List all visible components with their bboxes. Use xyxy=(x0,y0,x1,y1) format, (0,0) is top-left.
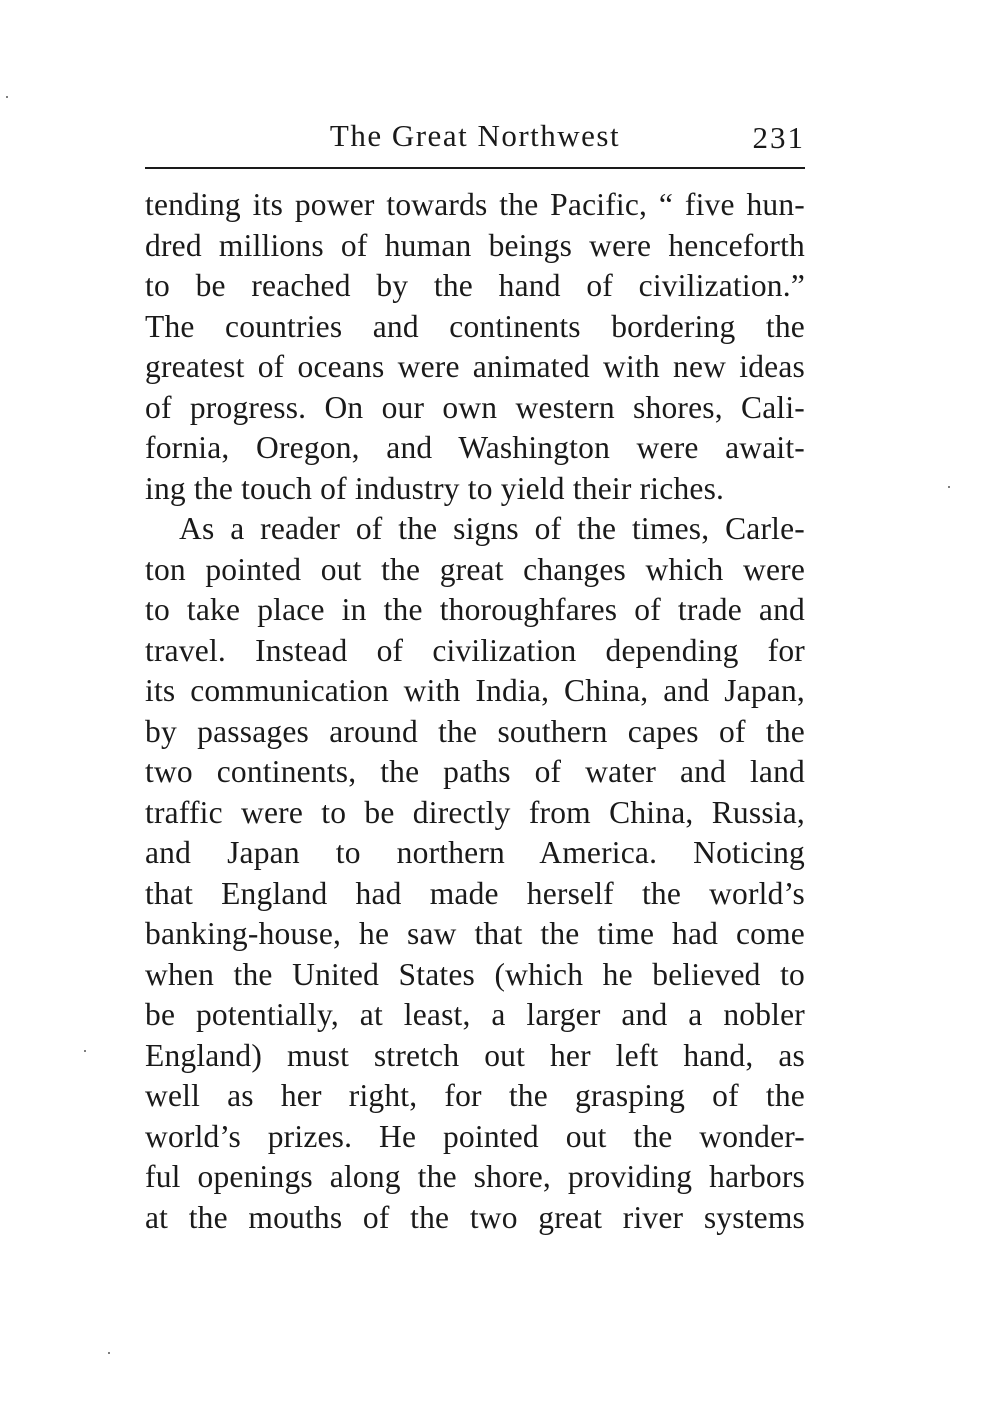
header-rule xyxy=(145,167,805,169)
scan-speck xyxy=(6,96,8,98)
text-line: to take place in the thoroughfares of trade and xyxy=(145,592,805,627)
text-line: fornia, Oregon, and Washington were await- xyxy=(145,430,805,465)
text-line: traffic were to be directly from China, Russia, xyxy=(145,794,805,830)
text-line: be potentially, at least, a larger and a nobler xyxy=(145,997,805,1032)
scan-speck xyxy=(84,1050,86,1052)
text-line: The countries and continents bordering the xyxy=(145,308,805,344)
body-text xyxy=(145,185,805,1238)
text-line: when the United States (which he believed to xyxy=(145,956,805,992)
text-line: dred millions of human beings were henceforth xyxy=(145,227,805,263)
text-line: banking-house, he saw that the time had come xyxy=(145,916,805,951)
scan-speck xyxy=(948,486,950,488)
text-line: well as her right, for the grasping of the xyxy=(145,1078,805,1113)
paragraph-first-line: As a reader of the signs of the times, Carle- xyxy=(179,511,805,546)
text-line: that England had made herself the world’s xyxy=(145,875,805,911)
text-line: travel. Instead of civilization depending for xyxy=(145,632,805,668)
page-number: 231 xyxy=(752,120,805,155)
text-line: two continents, the paths of water and land xyxy=(145,754,805,789)
text-line: its communication with India, China, and Japan, xyxy=(145,673,805,708)
text-line: and Japan to northern America. Noticing xyxy=(145,835,805,870)
scan-speck xyxy=(108,1352,110,1354)
text-line: England) must stretch out her left hand, as xyxy=(145,1037,805,1073)
running-title: The Great Northwest xyxy=(329,118,621,153)
text-line: ing the touch of industry to yield their riches. xyxy=(145,470,725,506)
text-line: world’s prizes. He pointed out the wonder- xyxy=(145,1118,805,1154)
text-line: ful openings along the shore, providing harbors xyxy=(145,1159,805,1194)
text-line: tending its power towards the Pacific, “ five hun- xyxy=(145,187,805,222)
text-line: ton pointed out the great changes which were xyxy=(145,551,805,587)
text-line: of progress. On our own western shores, Cali- xyxy=(145,389,805,425)
page-header xyxy=(145,112,805,160)
text-line: at the mouths of the two great river systems xyxy=(145,1199,805,1235)
text-line: greatest of oceans were animated with new ideas xyxy=(145,349,805,384)
text-line: by passages around the southern capes of the xyxy=(145,713,805,749)
text-line: to be reached by the hand of civilization.” xyxy=(145,268,805,303)
